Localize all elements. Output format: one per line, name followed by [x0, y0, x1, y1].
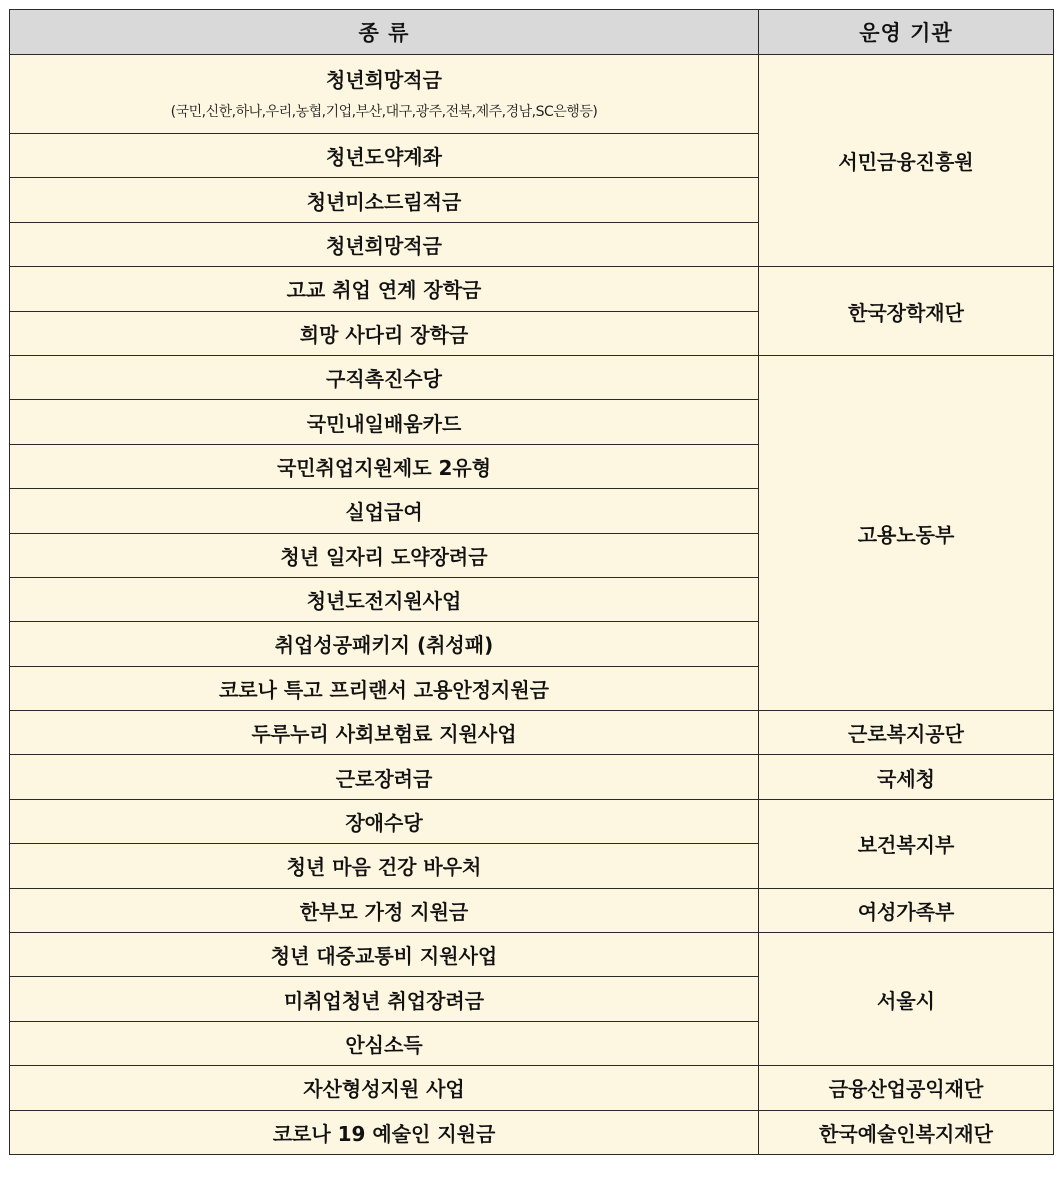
table-row — [10, 355, 1054, 399]
program-cell: 장애수당 — [10, 799, 759, 843]
program-cell: 코로나 19 예술인 지원금 — [10, 1110, 759, 1154]
org-cell: 한국예술인복지재단 — [759, 1110, 1054, 1154]
program-name: 청년희망적금 — [326, 68, 442, 92]
program-cell: 두루누리 사회보험료 지원사업 — [10, 711, 759, 755]
program-cell: 청년도전지원사업 — [10, 577, 759, 621]
table-row — [10, 1110, 1054, 1154]
program-cell: 국민내일배움카드 — [10, 400, 759, 444]
org-cell: 근로복지공단 — [759, 711, 1054, 755]
header-org: 운영 기관 — [759, 10, 1054, 55]
org-cell: 고용노동부 — [759, 355, 1054, 710]
org-cell: 서민금융진흥원 — [759, 55, 1054, 267]
table-row — [10, 888, 1054, 932]
table-row — [10, 933, 1054, 977]
program-cell — [10, 55, 759, 134]
program-cell: 고교 취업 연계 장학금 — [10, 267, 759, 311]
program-cell: 청년 대중교통비 지원사업 — [10, 933, 759, 977]
org-cell: 서울시 — [759, 933, 1054, 1066]
program-cell: 청년미소드림적금 — [10, 178, 759, 222]
program-cell: 자산형성지원 사업 — [10, 1066, 759, 1110]
table-row — [10, 711, 1054, 755]
program-cell: 근로장려금 — [10, 755, 759, 799]
program-cell: 실업급여 — [10, 489, 759, 533]
table-header-row — [10, 10, 1054, 55]
benefit-program-table — [9, 9, 1054, 1155]
table-row — [10, 755, 1054, 799]
org-cell: 금융산업공익재단 — [759, 1066, 1054, 1110]
table-row — [10, 799, 1054, 843]
header-kind: 종 류 — [10, 10, 759, 55]
program-cell: 취업성공패키지 (취성패) — [10, 622, 759, 666]
org-cell: 보건복지부 — [759, 799, 1054, 888]
program-cell: 청년 일자리 도약장려금 — [10, 533, 759, 577]
table-row — [10, 55, 1054, 134]
program-cell: 희망 사다리 장학금 — [10, 311, 759, 355]
program-cell: 구직촉진수당 — [10, 355, 759, 399]
org-cell: 한국장학재단 — [759, 267, 1054, 356]
program-cell: 코로나 특고 프리랜서 고용안정지원금 — [10, 666, 759, 710]
program-note: (국민,신한,하나,우리,농협,기업,부산,대구,광주,전북,제주,경남,SC은행등) — [170, 104, 598, 120]
table-row — [10, 267, 1054, 311]
program-cell: 청년 마음 건강 바우처 — [10, 844, 759, 888]
program-cell: 청년도약계좌 — [10, 134, 759, 178]
table-row — [10, 1066, 1054, 1110]
program-cell: 안심소득 — [10, 1021, 759, 1065]
program-cell: 한부모 가정 지원금 — [10, 888, 759, 932]
org-cell: 국세청 — [759, 755, 1054, 799]
program-cell: 국민취업지원제도 2유형 — [10, 444, 759, 488]
org-cell: 여성가족부 — [759, 888, 1054, 932]
program-cell: 미취업청년 취업장려금 — [10, 977, 759, 1021]
program-cell: 청년희망적금 — [10, 222, 759, 266]
